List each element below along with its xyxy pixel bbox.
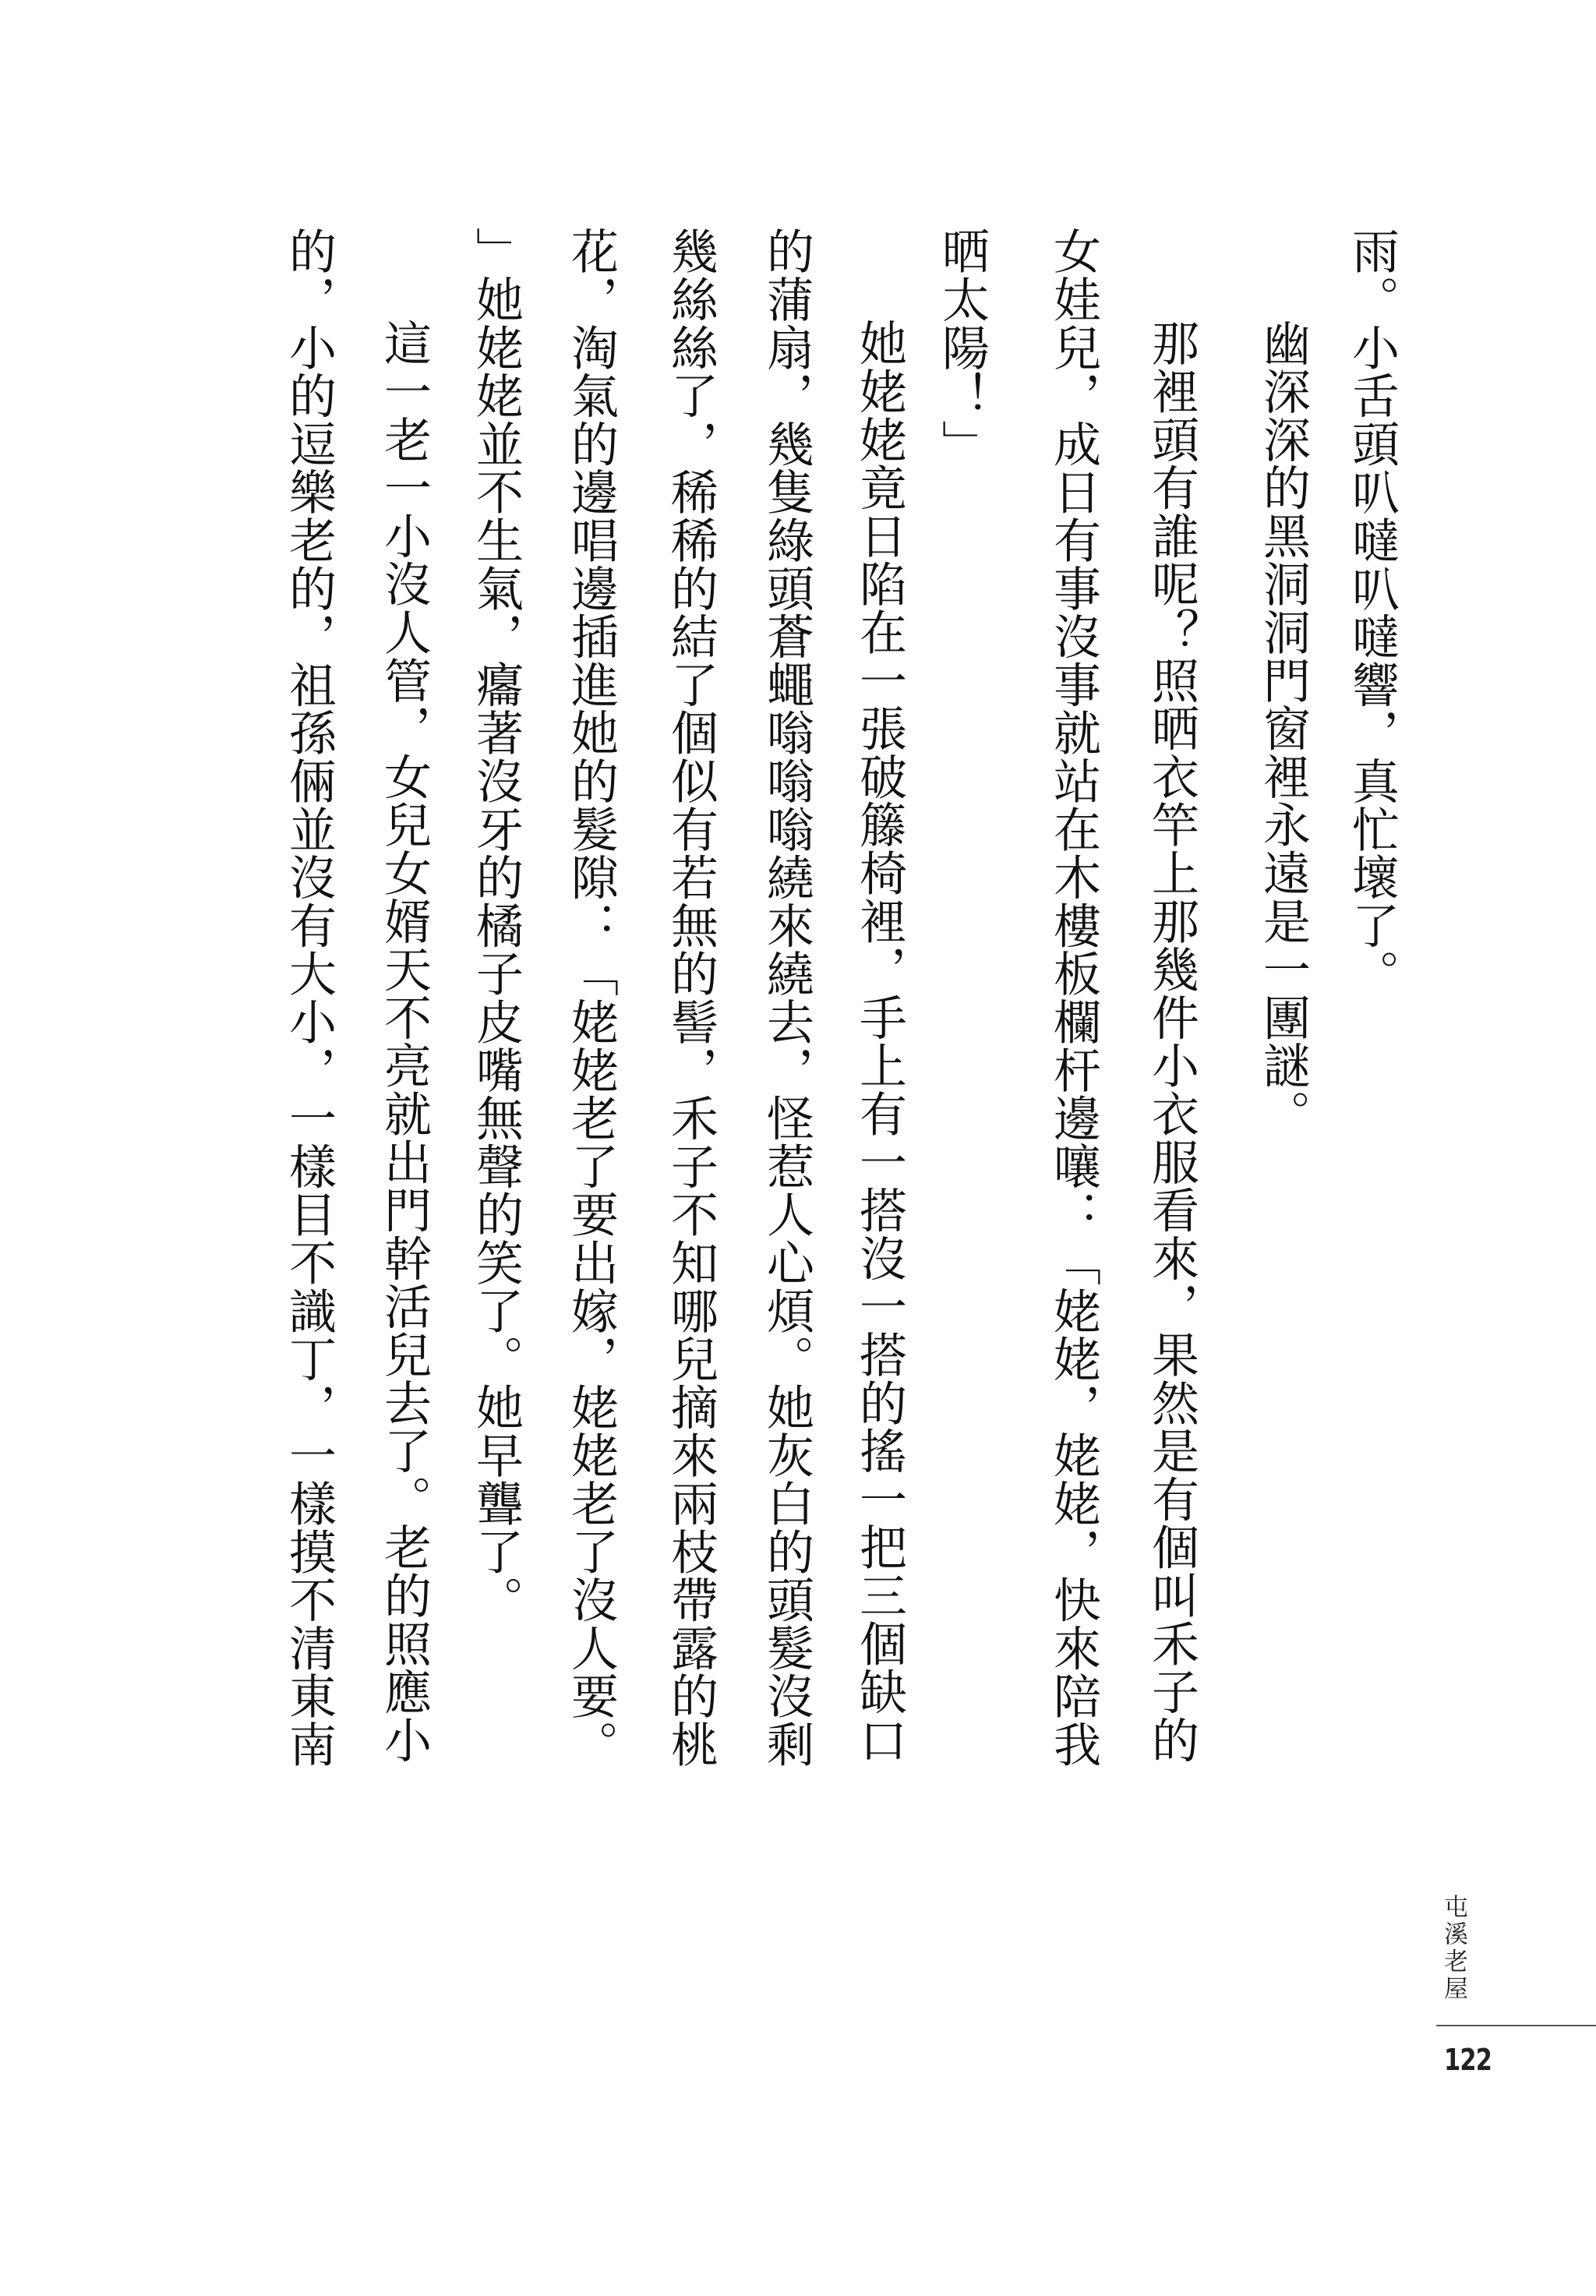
text-column-9: 花，淘氣的邊唱邊插進她的髮隙：「姥姥老了要出嫁，姥姥老了沒人要。	[563, 227, 619, 1768]
text-column-6: 她姥姥竟日陷在一張破籐椅裡，手上有一搭沒一搭的搖一把三個缺口	[852, 319, 907, 1764]
text-column-10: 」她姥姥並不生氣，癟著沒牙的橘子皮嘴無聲的笑了。她早聾了。	[468, 227, 524, 1624]
text-column-11: 這一老一小沒人管，女兒女婿天不亮就出門幹活兒去了。老的照應小	[376, 319, 432, 1764]
text-column-2: 幽深深的黑洞洞門窗裡永遠是一團謎。	[1255, 319, 1311, 1138]
text-column-3: 那裡頭有誰呢？照晒衣竿上那幾件小衣服看來，果然是有個叫禾子的	[1144, 319, 1199, 1764]
page-number: 122	[1444, 2043, 1492, 2077]
text-column-1: 雨。小舌頭叭噠叭噠響，真忙壞了。	[1344, 227, 1400, 998]
book-title-header: 屯溪老屋	[1439, 1894, 1467, 2003]
text-column-8: 幾絲絲了，稀稀的結了個似有若無的髻，禾子不知哪兒摘來兩枝帶露的桃	[663, 227, 719, 1768]
text-column-5: 晒太陽！」	[934, 227, 990, 468]
text-column-4: 女娃兒，成日有事沒事就站在木樓板欄杆邊嚷：「姥姥，姥姥，快來陪我	[1046, 227, 1101, 1768]
text-column-7: 的蒲扇，幾隻綠頭蒼蠅嗡嗡嗡繞來繞去，怪惹人心煩。她灰白的頭髮沒剩	[759, 227, 814, 1768]
text-column-12: 的，小的逗樂老的，祖孫倆並沒有大小，一樣目不識丁，一樣摸不清東南	[281, 227, 337, 1768]
header-divider	[1436, 2025, 1596, 2026]
